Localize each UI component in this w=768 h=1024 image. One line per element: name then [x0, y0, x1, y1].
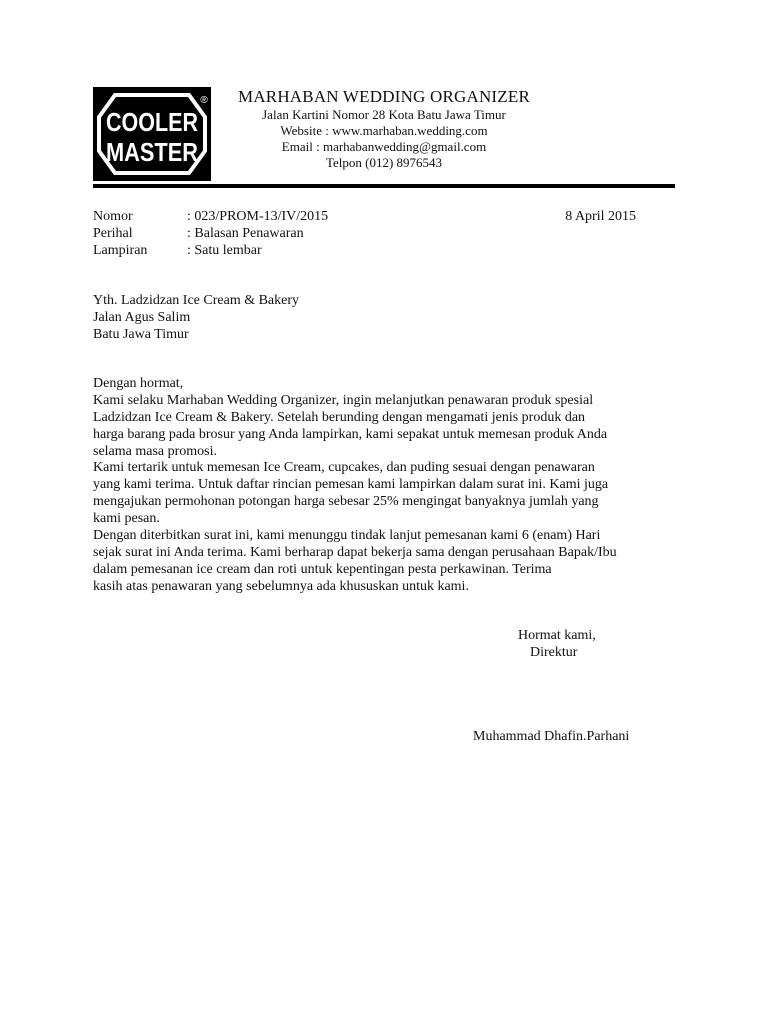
- body-line: selama masa promosi.: [93, 444, 218, 459]
- body-line: Ladzidzan Ice Cream & Bakery. Setelah berunding dengan mengamati jenis produk dan: [93, 410, 586, 425]
- org-email: Email : marhabanwedding@gmail.com: [281, 139, 487, 154]
- body-line: sejak surat ini Anda terima. Kami berharap dapat bekerja sama dengan perusahaan Bapak/Ibu: [93, 545, 617, 560]
- svg-text:MASTER: MASTER: [106, 137, 199, 167]
- org-website: Website : www.marhaban.wedding.com: [280, 123, 488, 138]
- body-line: Dengan diterbitkan surat ini, kami menunggu tindak lanjut pemesanan kami 6 (enam) Hari: [93, 528, 601, 543]
- svg-text:COOLER: COOLER: [106, 107, 199, 137]
- org-name: MARHABAN WEDDING ORGANIZER: [238, 87, 530, 106]
- body-line: Kami selaku Marhaban Wedding Organizer, ingin melanjutkan penawaran produk spesial: [93, 393, 594, 408]
- letter-date: 8 April 2015: [565, 209, 636, 224]
- meta-label-lampiran: Lampiran: [93, 243, 148, 258]
- meta-value-lampiran: : Satu lembar: [187, 243, 262, 258]
- body-line: Dengan hormat,: [93, 376, 184, 391]
- body-line: yang kami terima. Untuk daftar rincian pemesan kami lampirkan dalam surat ini. Kami juga: [93, 477, 609, 492]
- body-line: Kami tertarik untuk memesan Ice Cream, cupcakes, dan puding sesuai dengan penawaran: [93, 460, 595, 475]
- closing-position: Direktur: [530, 645, 578, 660]
- recipient-line: Batu Jawa Timur: [93, 327, 189, 342]
- recipient-line: Jalan Agus Salim: [93, 310, 191, 325]
- body-line: harga barang pada brosur yang Anda lampirkan, kami sepakat untuk memesan produk Anda: [93, 427, 608, 442]
- recipient-line: Yth. Ladzidzan Ice Cream & Bakery: [93, 293, 300, 308]
- org-address: Jalan Kartini Nomor 28 Kota Batu Jawa Timur: [262, 107, 506, 122]
- body-line: kasih atas penawaran yang sebelumnya ada khususkan untuk kami.: [93, 579, 469, 594]
- closing-salutation: Hormat kami,: [518, 628, 596, 643]
- letterhead-divider: [93, 184, 675, 188]
- body-line: mengajukan permohonan potongan harga sebesar 25% mengingat banyaknya jumlah yang: [93, 494, 599, 509]
- org-phone: Telpon (012) 8976543: [325, 155, 443, 170]
- meta-value-perihal: : Balasan Penawaran: [187, 226, 304, 241]
- svg-text:®: ®: [200, 95, 208, 106]
- cooler-master-logo: [93, 87, 211, 181]
- meta-label-nomor: Nomor: [93, 209, 133, 224]
- meta-value-nomor: : 023/PROM-13/IV/2015: [187, 209, 329, 224]
- body-line: kami pesan.: [93, 511, 160, 526]
- meta-label-perihal: Perihal: [93, 226, 133, 241]
- body-line: dalam pemesanan ice cream dan roti untuk kepentingan pesta perkawinan. Terima: [93, 562, 552, 577]
- signatory-name: Muhammad Dhafin.Parhani: [473, 729, 630, 744]
